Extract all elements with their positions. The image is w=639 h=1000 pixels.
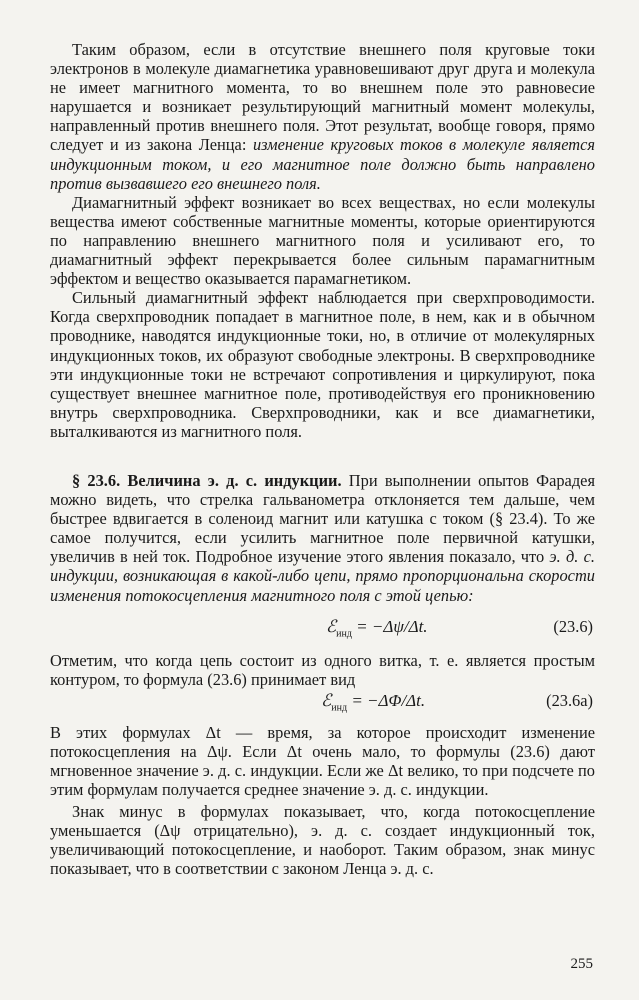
paragraph-time-interval: В этих формулах Δt — время, за которое происходит изменение потокосцепления на Δψ. Если Δt очень мало, то формулы (23.6) дают мгновенное значение э. д. с. индукции. Если же Δt велико, то при подсчете по этим формулам получается среднее значение э. д. с. индукции. (50, 722, 595, 800)
equation-number: (23.6а) (546, 690, 593, 710)
paragraph-text: Таким образом, если в отсутствие внешнего поля круговые токи электронов в молекуле диамагнетика уравновешивают друг друга и молекула не имеет магнитного момента, то во внешнем поле это равновесие нарушается и возникает результирующий магнитный момент молекулы, направленный против внешнего поля. Этот результат, вообще говоря, прямо следует и из закона Ленца: (50, 40, 595, 155)
paragraph-minus-sign: Знак минус в формулах показывает, что, когда потокосцепление уменьшается (Δψ отрицательно), э. д. с. создает индукционный ток, увеличивающий потокосцепление, и наоборот. Таким образом, знак минус показывает, что в соответствии с законом Ленца э. д. с. (50, 802, 595, 879)
equation-23-6 (50, 617, 595, 639)
paragraph-single-turn: Отметим, что когда цепь состоит из одного витка, т. е. является простым контуром, то формула (23.6) принимает вид (50, 650, 595, 689)
equation-number: (23.6) (553, 616, 593, 636)
section-italic-text: э. д. с. индукции, возникающая в какой-либо цепи, прямо пропорциональна скорости изменения потокосцепления магнитного поля с этой цепью: (50, 547, 595, 605)
equation-formula: ℰ$_{инд}$ = −Δψ/Δt. (325, 616, 428, 640)
section-text: При выполнении опытов Фарадея можно видеть, что стрелка гальванометра отклоняется тем дальше, чем быстрее вдвигается в соленоид магнит или катушка с током (§ 23.4). То же самое получится, если усилить магнитное поле первичной катушки, увеличив в ней ток. Подробное изучение этого явления показало, что (50, 470, 595, 567)
paragraph-lenz-conclusion (50, 40, 595, 193)
paragraph-italic-text: изменение круговых токов в молекуле является индукционным током, и его магнитное поле должно быть направлено против вызвавшего его внешнего поля. (50, 135, 595, 193)
page-number: 255 (570, 956, 593, 972)
equation-23-6a (50, 691, 595, 713)
paragraph-diamagnetic-effect: Диамагнитный эффект возникает во всех веществах, но если молекулы вещества имеют собственные магнитные моменты, которые ориентируются по направлению внешнего магнитного поля и усиливают его, то диамагнитный эффект перекрывается более сильным парамагнитным эффектом и вещество оказывается парамагнетиком. (50, 192, 595, 289)
equation-formula: ℰ$_{инд}$ = −ΔΦ/Δt. (320, 690, 426, 714)
section-heading: § 23.6. Величина э. д. с. индукции. (72, 470, 342, 490)
paragraph-superconductivity: Сильный диамагнитный эффект наблюдается при сверхпроводимости. Когда сверхпроводник попадает в магнитное поле, в нем, как и в обычном проводнике, наводятся индукционные токи, но, в отличие от молекулярных индукционных токов, их образуют свободные электроны. В сверхпроводнике эти индукционные токи не встречают сопротивления и циркулируют, пока существует внешнее магнитное поле, противодействуя его проникновению внутрь сверхпроводника. Сверхпроводники, как и все диамагнетики, выталкиваются из магнитного поля. (50, 288, 595, 441)
section-23-6 (50, 471, 595, 605)
